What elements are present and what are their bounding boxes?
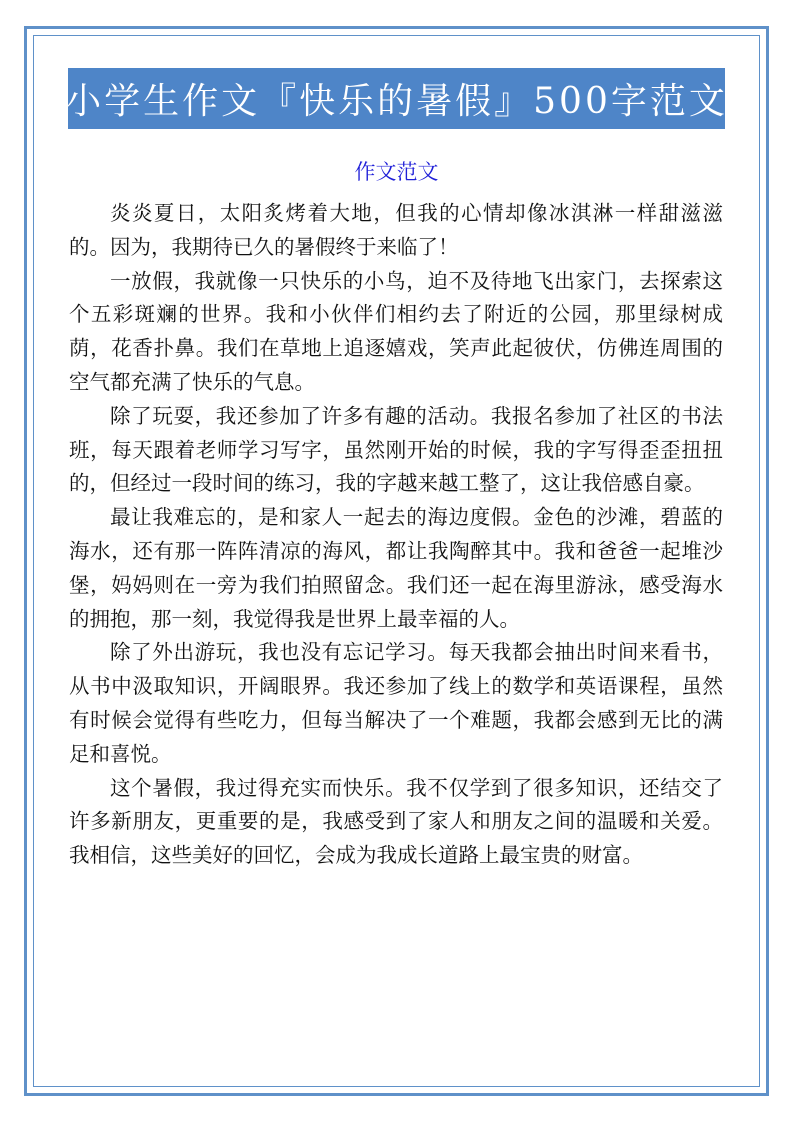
essay-paragraph-3: 除了玩耍，我还参加了许多有趣的活动。我报名参加了社区的书法班，每天跟着老师学习写字，虽然刚开始的时候，我的字写得歪歪扭扭的，但经过一段时间的练习，我的字越来越工整了，这让我倍感自豪。 — [69, 403, 723, 496]
essay-body — [69, 197, 723, 873]
essay-paragraph-4: 最让我难忘的，是和家人一起去的海边度假。金色的沙滩，碧蓝的海水，还有那一阵阵清凉的海风，都让我陶醉其中。我和爸爸一起堆沙堡，妈妈则在一旁为我们拍照留念。我们还一起在海里游泳，感受海水的拥抱，那一刻，我觉得我是世界上最幸福的人。 — [69, 505, 723, 631]
title-banner — [65, 68, 728, 129]
essay-paragraph-6: 这个暑假，我过得充实而快乐。我不仅学到了很多知识，还结交了许多新朋友，更重要的是，我感受到了家人和朋友之间的温暖和关爱。我相信，这些美好的回忆，会成为我成长道路上最宝贵的财富。 — [69, 775, 723, 868]
section-subtitle: 作文范文 — [354, 160, 439, 184]
essay-paragraph-2: 一放假，我就像一只快乐的小鸟，迫不及待地飞出家门，去探索这个五彩斑斓的世界。我和小伙伴们相约去了附近的公园，那里绿树成荫，花香扑鼻。我们在草地上追逐嬉戏，笑声此起彼伏，仿佛连周围的空气都充满了快乐的气息。 — [69, 268, 723, 394]
page-title: 小学生作文『快乐的暑假』500字范文 — [65, 81, 728, 122]
essay-paragraph-1: 炎炎夏日，太阳炙烤着大地，但我的心情却像冰淇淋一样甜滋滋的。因为，我期待已久的暑假终于来临了！ — [69, 201, 723, 259]
essay-paragraph-5: 除了外出游玩，我也没有忘记学习。每天我都会抽出时间来看书，从书中汲取知识，开阔眼界。我还参加了线上的数学和英语课程，虽然有时候会觉得有些吃力，但每当解决了一个难题，我都会感到无比的满足和喜悦。 — [69, 640, 723, 766]
